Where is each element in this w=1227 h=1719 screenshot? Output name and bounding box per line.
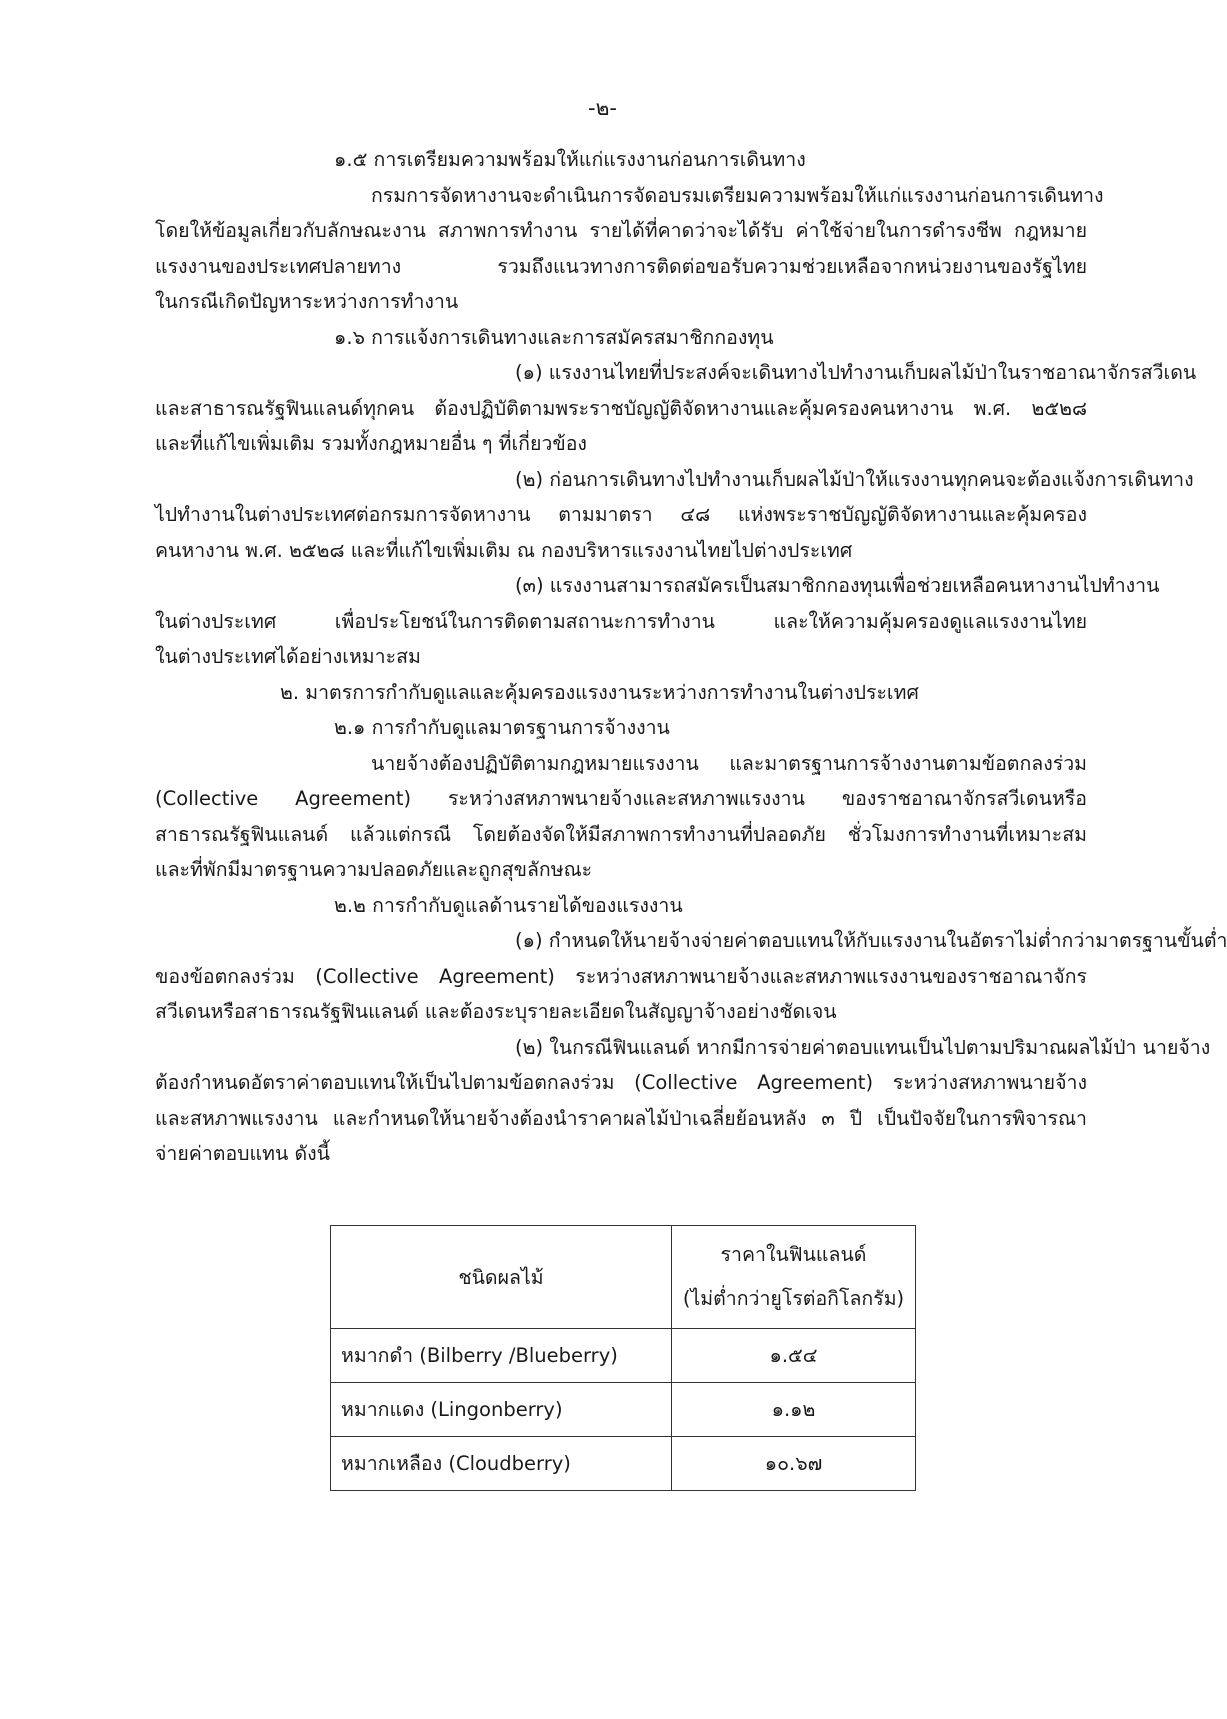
- text-line: และสหภาพแรงงาน และกำหนดให้นายจ้างต้องนำราคาผลไม้ป่าเฉลี่ยย้อนหลัง ๓ ปี เป็นปัจจัยในการพิจารณา: [155, 1106, 1087, 1130]
- text-line: ในต่างประเทศ เพื่อประโยชน์ในการติดตามสถานะการทำงาน และให้ความคุ้มครองดูแลแรงงานไทย: [155, 609, 1087, 633]
- fruit-name: หมากดำ (Bilberry /Blueberry): [331, 1329, 672, 1383]
- fruit-price: ๑๐.๖๗: [672, 1437, 916, 1491]
- text-line: ๒.๑ การกำกับดูแลมาตรฐานการจ้างงาน: [334, 716, 670, 739]
- text-line: ๒.๒ การกำกับดูแลด้านรายได้ของแรงงาน: [334, 893, 683, 917]
- document-body: [155, 142, 1227, 1172]
- text-line: แรงงานของประเทศปลายทาง รวมถึงแนวทางการติดต่อขอรับความช่วยเหลือจากหน่วยงานของรัฐไทย: [155, 254, 1087, 278]
- text-line: (Collective Agreement) ระหว่างสหภาพนายจ้างและสหภาพแรงงาน ของราชอาณาจักรสวีเดนหรือ: [155, 787, 1087, 810]
- header-price: [672, 1226, 916, 1329]
- text-line: และสาธารณรัฐฟินแลนด์ทุกคน ต้องปฏิบัติตามพระราชบัญญัติจัดหางานและคุ้มครองคนหางาน พ.ศ. ๒๕๒๘: [155, 396, 1087, 420]
- text-line: ของข้อตกลงร่วม (Collective Agreement) ระหว่างสหภาพนายจ้างและสหภาพแรงงานของราชอาณาจักร: [155, 964, 1087, 988]
- text-line: ในกรณีเกิดปัญหาระหว่างการทำงาน: [155, 290, 459, 313]
- text-line: และที่แก้ไขเพิ่มเติม รวมทั้งกฎหมายอื่น ๆ ที่เกี่ยวข้อง: [155, 432, 587, 455]
- text-line: ในต่างประเทศได้อย่างเหมาะสม: [155, 645, 421, 668]
- text-line: โดยให้ข้อมูลเกี่ยวกับลักษณะงาน สภาพการทำงาน รายได้ที่คาดว่าจะได้รับ ค่าใช้จ่ายในการดำรงชีพ กฎหมาย: [155, 219, 1087, 242]
- text-line: (๓) แรงงานสามารถสมัครเป็นสมาชิกกองทุนเพื่อช่วยเหลือคนหางานไปทำงาน: [515, 574, 1160, 597]
- fruit-name: หมากเหลือง (Cloudberry): [331, 1437, 672, 1491]
- text-line: (๑) แรงงานไทยที่ประสงค์จะเดินทางไปทำงานเก็บผลไม้ป่าในราชอาณาจักรสวีเดน: [515, 361, 1197, 384]
- text-line: ต้องกำหนดอัตราค่าตอบแทนให้เป็นไปตามข้อตกลงร่วม (Collective Agreement) ระหว่างสหภาพนายจ้าง: [155, 1071, 1087, 1094]
- fruit-price: ๑.๕๔: [672, 1329, 916, 1383]
- table-row: [331, 1329, 916, 1383]
- text-line: คนหางาน พ.ศ. ๒๕๒๘ และที่แก้ไขเพิ่มเติม ณ กองบริหารแรงงานไทยไปต่างประเทศ: [155, 538, 853, 562]
- header-price-line2: (ไม่ต่ำกว่ายูโรต่อกิโลกรัม): [682, 1287, 905, 1310]
- text-line: (๑) กำหนดให้นายจ้างจ่ายค่าตอบแทนให้กับแรงงานในอัตราไม่ต่ำกว่ามาตรฐานขั้นต่ำ: [515, 929, 1227, 952]
- header-price-line1: ราคาในฟินแลนด์: [720, 1243, 867, 1266]
- fruit-name: หมากแดง (Lingonberry): [331, 1383, 672, 1437]
- text-line: ๒. มาตรการกำกับดูแลและคุ้มครองแรงงานระหว่างการทำงานในต่างประเทศ: [280, 680, 919, 704]
- fruit-price-table: [330, 1225, 916, 1491]
- text-line: ไปทำงานในต่างประเทศต่อกรมการจัดหางาน ตามมาตรา ๔๘ แห่งพระราชบัญญัติจัดหางานและคุ้มครอง: [155, 503, 1087, 526]
- table-header-row: [331, 1226, 916, 1329]
- text-line: จ่ายค่าตอบแทน ดังนี้: [155, 1142, 331, 1165]
- text-line: (๒) ก่อนการเดินทางไปทำงานเก็บผลไม้ป่าให้แรงงานทุกคนจะต้องแจ้งการเดินทาง: [515, 467, 1194, 491]
- text-line: ๑.๕ การเตรียมความพร้อมให้แก่แรงงานก่อนการเดินทาง: [334, 148, 806, 171]
- header-fruit-type: ชนิดผลไม้: [331, 1226, 672, 1329]
- text-line: ๑.๖ การแจ้งการเดินทางและการสมัครสมาชิกกองทุน: [334, 325, 774, 349]
- text-line: และที่พักมีมาตรฐานความปลอดภัยและถูกสุขลักษณะ: [155, 858, 593, 881]
- table-row: [331, 1437, 916, 1491]
- text-line: (๒) ในกรณีฟินแลนด์ หากมีการจ่ายค่าตอบแทนเป็นไปตามปริมาณผลไม้ป่า นายจ้าง: [515, 1035, 1211, 1059]
- page-number: -๒-: [588, 96, 617, 120]
- table-row: [331, 1383, 916, 1437]
- text-line: กรมการจัดหางานจะดำเนินการจัดอบรมเตรียมความพร้อมให้แก่แรงงานก่อนการเดินทาง: [371, 183, 1104, 207]
- text-line: สาธารณรัฐฟินแลนด์ แล้วแต่กรณี โดยต้องจัดให้มีสภาพการทำงานที่ปลอดภัย ชั่วโมงการทำงานที่เหมาะสม: [155, 822, 1087, 846]
- fruit-price: ๑.๑๒: [672, 1383, 916, 1437]
- text-line: นายจ้างต้องปฏิบัติตามกฎหมายแรงงาน และมาตรฐานการจ้างงานตามข้อตกลงร่วม: [371, 751, 1087, 775]
- text-line: สวีเดนหรือสาธารณรัฐฟินแลนด์ และต้องระบุรายละเอียดในสัญญาจ้างอย่างชัดเจน: [155, 1000, 837, 1023]
